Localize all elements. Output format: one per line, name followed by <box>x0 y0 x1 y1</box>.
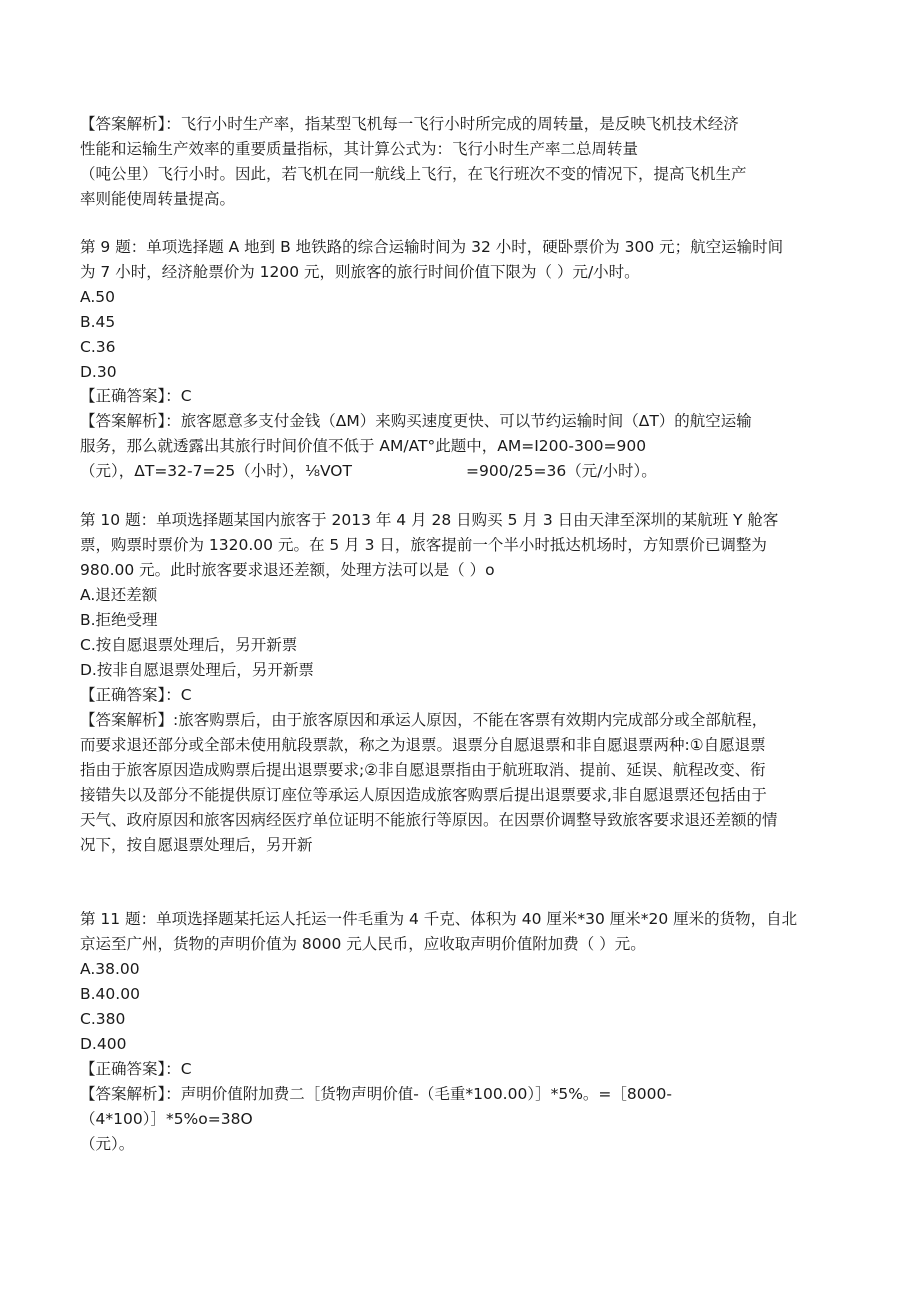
q11-analysis-line: （4*100）］*5%o=38O <box>80 1110 253 1128</box>
q11-option-d: D.400 <box>80 1035 127 1053</box>
q9-analysis-line: 服务，那么就透露出其旅行时间价值不低于 AM/AT°此题中，AM=I200-300=900 <box>80 437 647 455</box>
prev-analysis-line: （吨公里）飞行小时。因此，若飞机在同一航线上飞行，在飞行班次不变的情况下，提高飞机生产 <box>80 165 747 183</box>
q10-stem-line: 980.00 元。此时旅客要求退还差额，处理方法可以是（ ）o <box>80 561 495 579</box>
q10-option-b: B.拒绝受理 <box>80 611 158 629</box>
q9-option-d: D.30 <box>80 363 117 381</box>
q9-option-a: A.50 <box>80 288 115 306</box>
q9-option-c: C.36 <box>80 338 116 356</box>
q10-analysis-line: 况下，按自愿退票处理后，另开新 <box>80 836 313 854</box>
q9-analysis-line: （元），ΔT=32-7=25（小时），⅛VOT <box>80 462 352 480</box>
q9-answer: 【正确答案】：C <box>80 387 192 405</box>
q10-stem-line: 第 10 题：单项选择题某国内旅客于 2013 年 4 月 28 日购买 5 月 3 日由天津至深圳的某航班 Y 舱客 <box>80 511 779 529</box>
q10-stem-line: 票，购票时票价为 1320.00 元。在 5 月 3 日，旅客提前一个半小时抵达机场时，方知票价已调整为 <box>80 536 767 554</box>
q10-analysis-line: 指由于旅客原因造成购票后提出退票要求;②非自愿退票指由于航班取消、提前、延误、航程改变、衔 <box>80 761 766 779</box>
q9-analysis-line: 【答案解析】：旅客愿意多支付金钱（ΔM）来购买速度更快、可以节约运输时间（ΔT）的航空运输 <box>80 412 752 430</box>
q11-option-c: C.380 <box>80 1010 126 1028</box>
q10-option-a: A.退还差额 <box>80 586 158 604</box>
q11-option-b: B.40.00 <box>80 985 140 1003</box>
q10-answer: 【正确答案】：C <box>80 686 192 704</box>
q9-stem-line: 第 9 题：单项选择题 A 地到 B 地铁路的综合运输时间为 32 小时，硬卧票价为 300 元；航空运输时间 <box>80 238 784 256</box>
q10-analysis-line: 接错失以及部分不能提供原订座位等承运人原因造成旅客购票后提出退票要求,非自愿退票还包括由于 <box>80 786 767 804</box>
q11-option-a: A.38.00 <box>80 960 140 978</box>
q9-stem-line: 为 7 小时，经济舱票价为 1200 元，则旅客的旅行时间价值下限为（ ）元/小时。 <box>80 263 640 281</box>
prev-analysis-line: 【答案解析】：飞行小时生产率，指某型飞机每一飞行小时所完成的周转量，是反映飞机技术经济 <box>80 115 739 133</box>
q10-analysis-line: 【答案解析】:旅客购票后，由于旅客原因和承运人原因，不能在客票有效期内完成部分或全部航程， <box>80 711 768 729</box>
q9-analysis-line: =900/25=36（元/小时）。 <box>466 462 657 480</box>
prev-analysis-line: 率则能使周转量提高。 <box>80 190 236 208</box>
prev-analysis-line: 性能和运输生产效率的重要质量指标，其计算公式为：飞行小时生产率二总周转量 <box>80 140 639 158</box>
q10-option-c: C.按自愿退票处理后，另开新票 <box>80 636 298 654</box>
q9-option-b: B.45 <box>80 313 116 331</box>
q11-stem-line: 京运至广州，货物的声明价值为 8000 元人民币，应收取声明价值附加费（ ）元。 <box>80 935 646 953</box>
q11-analysis-line: （元）。 <box>80 1135 135 1153</box>
q11-stem-line: 第 11 题：单项选择题某托运人托运一件毛重为 4 千克、体积为 40 厘米*30 厘米*20 厘米的货物，自北 <box>80 910 798 928</box>
q11-answer: 【正确答案】：C <box>80 1060 192 1078</box>
q11-analysis-line: 【答案解析】：声明价值附加费二［货物声明价值-（毛重*100.00）］*5%。=［8000- <box>80 1085 672 1103</box>
q10-option-d: D.按非自愿退票处理后，另开新票 <box>80 661 314 679</box>
q10-analysis-line: 而要求退还部分或全部未使用航段票款，称之为退票。退票分自愿退票和非自愿退票两种:①自愿退票 <box>80 736 766 754</box>
q10-analysis-line: 天气、政府原因和旅客因病经医疗单位证明不能旅行等原因。在因票价调整导致旅客要求退还差额的情 <box>80 811 778 829</box>
